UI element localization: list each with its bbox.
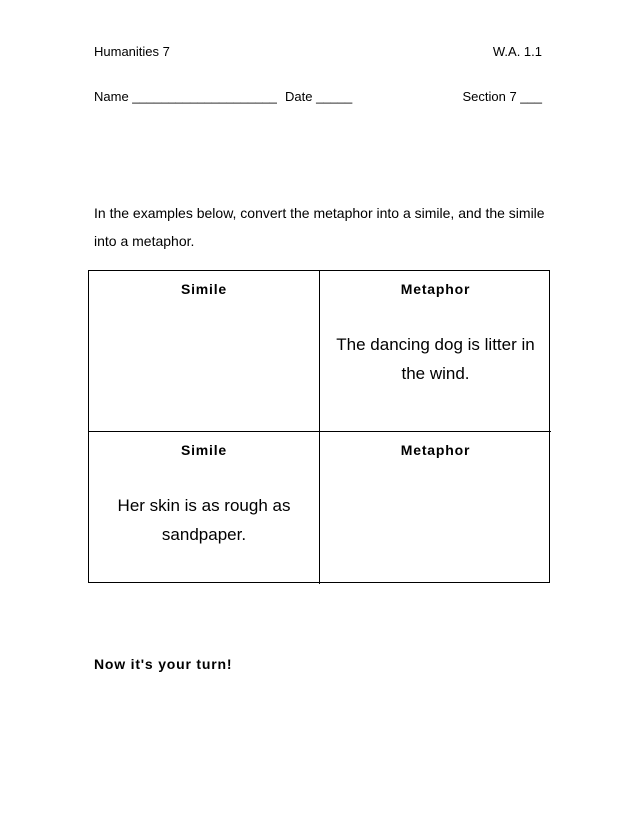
course-title: Humanities 7 <box>94 44 170 59</box>
table-cell-metaphor-2 <box>320 432 551 584</box>
simile-metaphor-table <box>88 270 550 583</box>
section-field: Section 7 ___ <box>462 89 542 104</box>
column-heading-simile: Simile <box>180 281 228 297</box>
date-field: Date _____ <box>285 89 353 104</box>
column-heading-metaphor: Metaphor <box>400 442 471 458</box>
column-heading-metaphor: Metaphor <box>400 281 471 297</box>
your-turn-heading: Now it's your turn! <box>94 656 233 672</box>
name-field: Name ____________________ <box>94 89 277 104</box>
metaphor-example-1: The dancing dog is litter in the wind. <box>336 335 535 383</box>
table-cell-simile-2 <box>89 432 320 584</box>
table-cell-simile-1 <box>89 271 320 432</box>
table-cell-metaphor-1 <box>320 271 551 432</box>
instructions-text: In the examples below, convert the metaphor into a simile, and the simile into a metaphor. <box>94 205 545 249</box>
simile-example-2: Her skin is as rough as sandpaper. <box>117 496 291 544</box>
column-heading-simile: Simile <box>180 442 228 458</box>
assignment-code: W.A. 1.1 <box>492 44 542 59</box>
